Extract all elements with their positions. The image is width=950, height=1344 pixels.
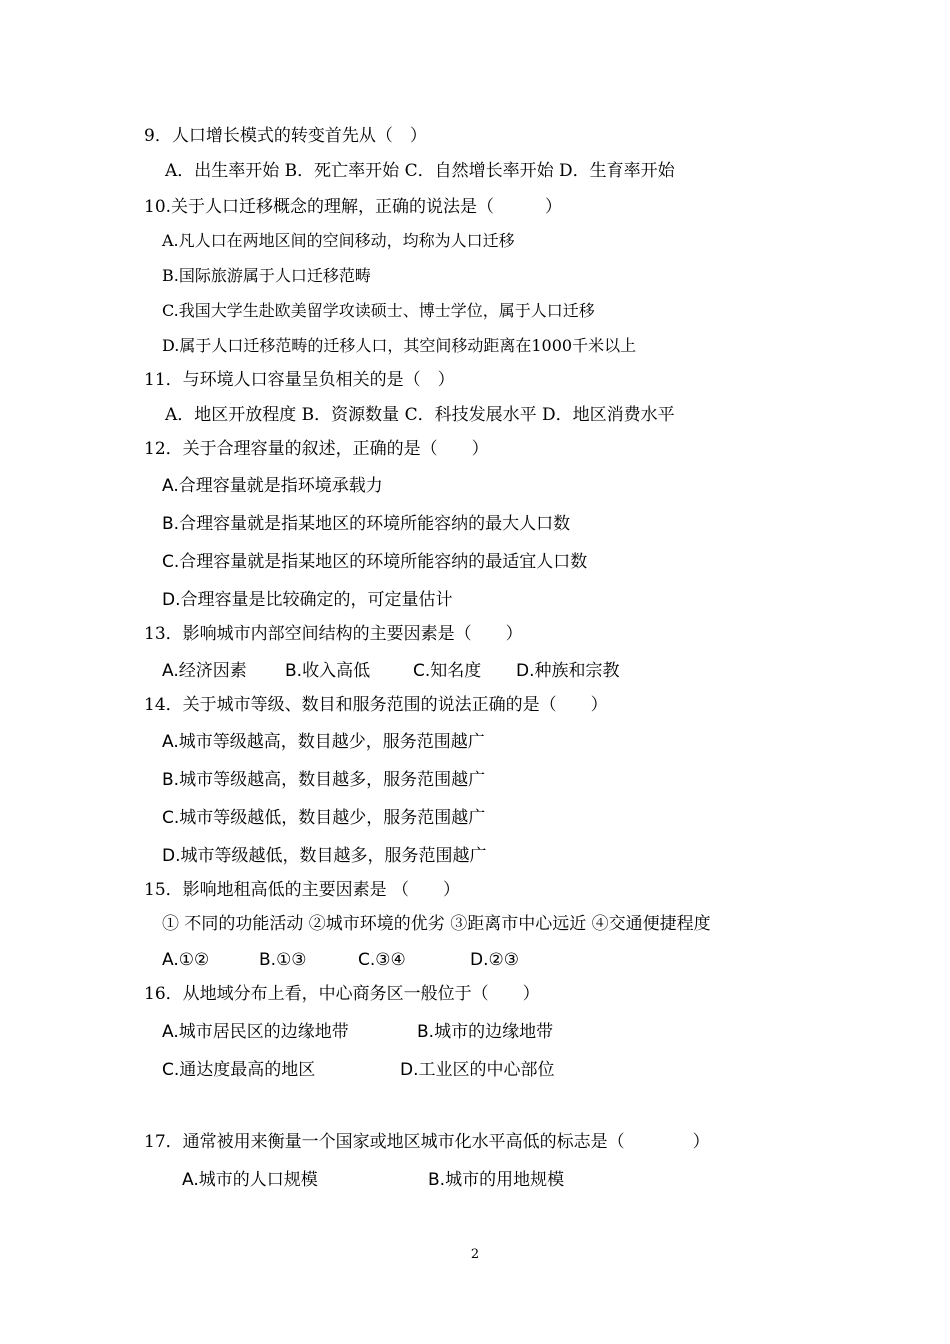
question-16-option-b: B.城市的边缘地带: [417, 1022, 554, 1042]
question-16-option-a: A.城市居民区的边缘地带: [162, 1022, 349, 1042]
page-number: 2: [470, 1247, 480, 1262]
question-10-option-d: D.属于人口迁移范畴的迁移人口，其空间移动距离在1000千米以上: [162, 336, 637, 355]
question-15-option-b: B.①③: [259, 950, 307, 970]
question-15-option-a: A.①②: [162, 950, 210, 970]
question-13-stem: 13．影响城市内部空间结构的主要因素是（ ）: [144, 624, 523, 644]
question-9-options: A．出生率开始 B．死亡率开始 C．自然增长率开始 D．生育率开始: [165, 161, 675, 181]
question-13-option-a: A.经济因素: [162, 661, 247, 681]
question-15-option-d: D.②③: [470, 950, 519, 970]
question-13-option-d: D.种族和宗教: [516, 661, 620, 681]
question-9-stem: 9．人口增长模式的转变首先从（ ）: [144, 126, 427, 146]
question-10-option-a: A.凡人口在两地区间的空间移动，均称为人口迁移: [162, 231, 515, 250]
question-15-items: ① 不同的功能活动 ②城市环境的优劣 ③距离市中心远近 ④交通便捷程度: [162, 914, 711, 934]
question-14-option-a: A.城市等级越高，数目越少，服务范围越广: [162, 732, 485, 752]
question-16-option-d: D.工业区的中心部位: [400, 1060, 555, 1080]
question-12-option-b: B.合理容量就是指某地区的环境所能容纳的最大人口数: [162, 514, 571, 534]
question-13-option-c: C.知名度: [413, 661, 482, 681]
question-10-option-b: B.国际旅游属于人口迁移范畴: [162, 266, 371, 285]
question-12-option-c: C.合理容量就是指某地区的环境所能容纳的最适宜人口数: [162, 552, 588, 572]
question-13-option-b: B.收入高低: [285, 661, 371, 681]
question-16-stem: 16．从地域分布上看，中心商务区一般位于（ ）: [144, 984, 540, 1004]
question-17-stem: 17．通常被用来衡量一个国家或地区城市化水平高低的标志是（ ）: [144, 1132, 710, 1152]
question-12-option-d: D.合理容量是比较确定的，可定量估计: [162, 590, 453, 610]
question-10-option-c: C.我国大学生赴欧美留学攻读硕士、博士学位，属于人口迁移: [162, 301, 595, 320]
question-17-option-a: A.城市的人口规模: [182, 1170, 318, 1190]
question-11-stem: 11．与环境人口容量呈负相关的是（ ）: [144, 370, 455, 390]
question-12-option-a: A.合理容量就是指环境承载力: [162, 476, 383, 496]
question-15-option-c: C.③④: [358, 950, 406, 970]
question-14-option-c: C.城市等级越低，数目越少，服务范围越广: [162, 808, 486, 828]
question-16-option-c: C.通达度最高的地区: [162, 1060, 316, 1080]
question-15-stem: 15．影响地租高低的主要因素是 （ ）: [144, 880, 461, 900]
question-14-stem: 14．关于城市等级、数目和服务范围的说法正确的是（ ）: [144, 695, 608, 715]
question-12-stem: 12．关于合理容量的叙述，正确的是（ ）: [144, 439, 489, 459]
question-14-option-b: B.城市等级越高，数目越多，服务范围越广: [162, 770, 486, 790]
question-14-option-d: D.城市等级越低，数目越多，服务范围越广: [162, 846, 487, 866]
question-17-option-b: B.城市的用地规模: [428, 1170, 565, 1190]
question-11-options: A．地区开放程度 B．资源数量 C．科技发展水平 D．地区消费水平: [165, 405, 675, 425]
question-10-stem: 10.关于人口迁移概念的理解，正确的说法是（ ）: [144, 197, 563, 217]
